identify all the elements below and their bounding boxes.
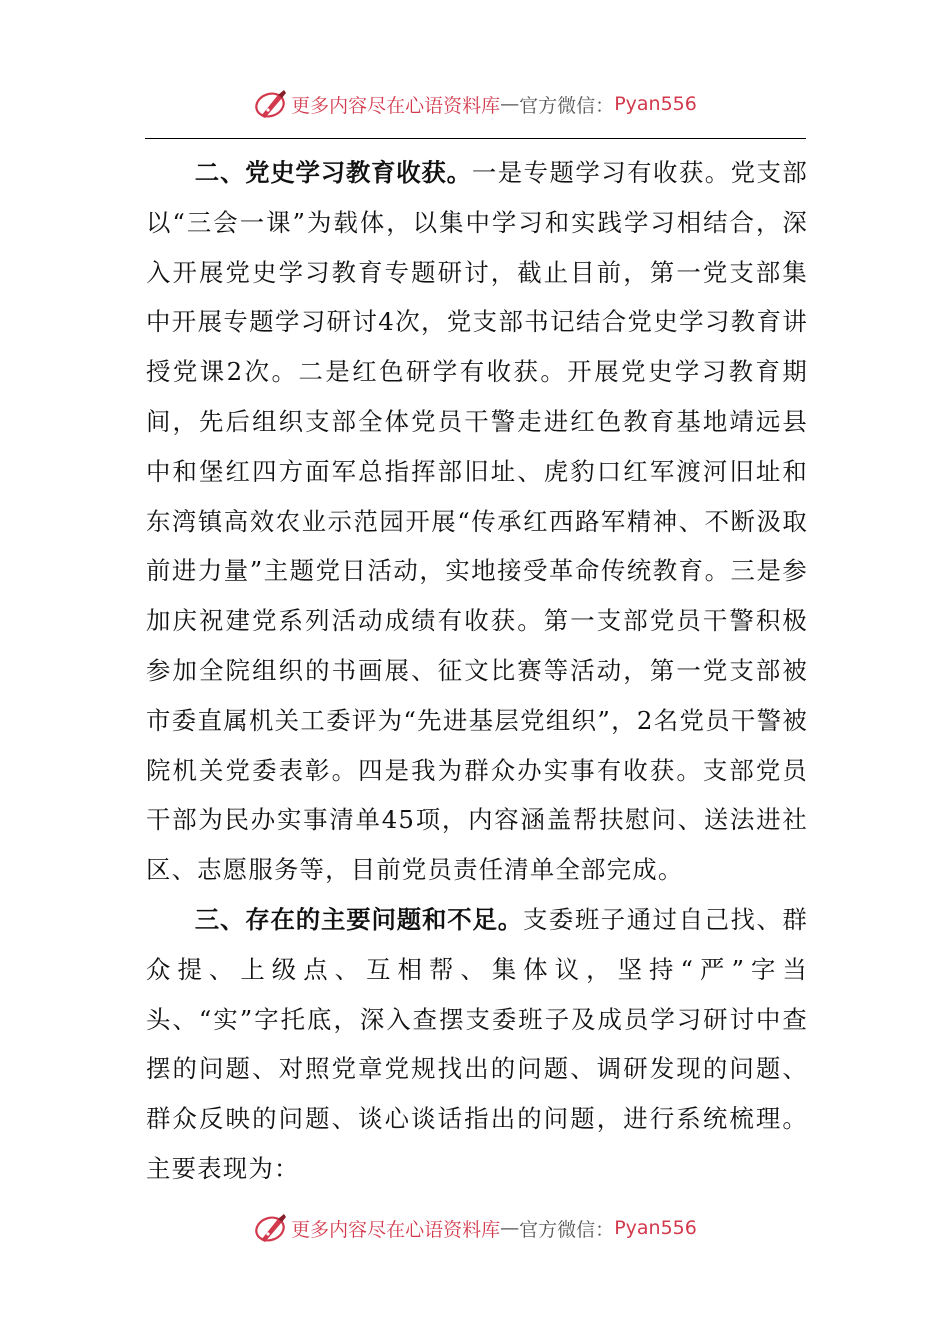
watermark-text: 更多内容尽在心语资料库 [291, 94, 501, 117]
section-3-heading: 三、存在的主要问题和不足。 [194, 904, 523, 934]
pen-nib-logo-icon [253, 1210, 289, 1246]
pen-nib-logo-icon [253, 86, 289, 122]
section-2-heading: 二、党史学习教育收获。 [194, 158, 472, 187]
section-3-body: 支委班子通过自己找、群众提、上级点、互相帮、集体议，坚持“严”字当头、“实”字托底，深入查摆支委班子及成员学习研讨中查摆的问题、对照党章党规找出的问题、调研发现的问题、群众反映的问题、谈心谈话指出的问题，进行系统梳理。主要表现为： [146, 904, 808, 1183]
watermark-dash: — [500, 1217, 520, 1239]
footer-watermark [0, 1206, 950, 1250]
document-body [146, 148, 808, 1194]
watermark-id: Pyan556 [614, 93, 697, 115]
watermark-dash: — [500, 93, 520, 115]
header-watermark [0, 82, 950, 126]
section-2-body: 一是专题学习有收获。党支部以“三会一课”为载体，以集中学习和实践学习相结合，深入开展党史学习教育专题研讨，截止目前，第一党支部集中开展专题学习研讨4次，党支部书记结合党史学习教育讲授党课2次。二是红色研学有收获。开展党史学习教育期间，先后组织支部全体党员干警走进红色教育基地靖远县中和堡红四方面军总指挥部旧址、虎豹口红军渡河旧址和东湾镇高效农业示范园开展“传承红西路军精神、不断汲取前进力量”主题党日活动，实地接受革命传统教育。三是参加庆祝建党系列活动成绩有收获。第一支部党员干警积极参加全院组织的书画展、征文比赛等活动，第一党支部被市委直属机关工委评为“先进基层党组织”，2名党员干警被院机关党委表彰。四是我为群众办实事有收获。支部党员干部为民办实事清单45项，内容涵盖帮扶慰问、送法进社区、志愿服务等，目前党员责任清单全部完成。 [146, 158, 808, 885]
section-3-paragraph [146, 895, 808, 1194]
watermark-id: Pyan556 [614, 1217, 697, 1239]
header-rule [145, 138, 806, 139]
section-2-paragraph [146, 148, 808, 895]
watermark-text: 更多内容尽在心语资料库 [291, 1218, 501, 1241]
watermark-label: 官方微信： [519, 94, 615, 117]
watermark-label: 官方微信： [519, 1218, 615, 1241]
